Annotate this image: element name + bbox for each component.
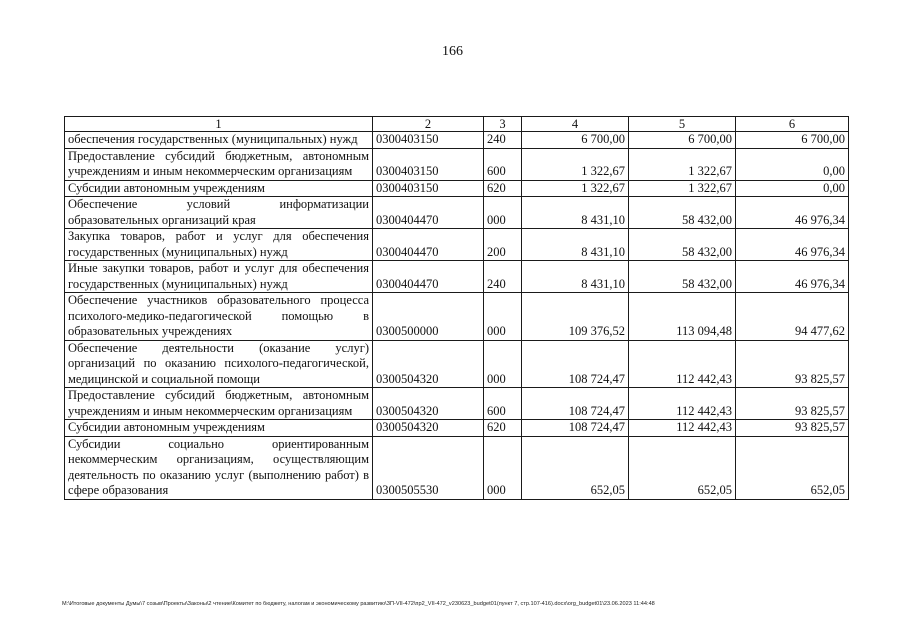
row-code: 0300504320 bbox=[373, 420, 484, 437]
row-code: 0300403150 bbox=[373, 180, 484, 197]
table-row bbox=[65, 148, 849, 180]
row-type: 620 bbox=[484, 180, 522, 197]
row-value-1: 109 376,52 bbox=[522, 293, 629, 341]
row-name: Предоставление субсидий бюджетным, автономным учреждениям и иным некоммерческим организациям bbox=[65, 388, 373, 420]
row-type: 600 bbox=[484, 148, 522, 180]
row-type: 600 bbox=[484, 388, 522, 420]
row-value-1: 1 322,67 bbox=[522, 148, 629, 180]
row-value-3: 94 477,62 bbox=[736, 293, 849, 341]
row-code: 0300403150 bbox=[373, 132, 484, 149]
column-header-6: 6 bbox=[736, 117, 849, 132]
row-code: 0300504320 bbox=[373, 388, 484, 420]
row-value-3: 46 976,34 bbox=[736, 261, 849, 293]
row-code: 0300500000 bbox=[373, 293, 484, 341]
row-value-2: 58 432,00 bbox=[629, 229, 736, 261]
row-value-2: 652,05 bbox=[629, 436, 736, 499]
page-number: 166 bbox=[442, 44, 463, 59]
row-value-2: 58 432,00 bbox=[629, 197, 736, 229]
row-type: 200 bbox=[484, 229, 522, 261]
column-header-2: 2 bbox=[373, 117, 484, 132]
document-file-path: М:\Итоговые документы Думы\7 созыв\Проекты\Законы\2 чтение\Комитет по бюджету, налогам и экономическому развитию\ЗП-VII-472\пр2_VII-472_v230623_budget01(пункт 7, стр.107-416).docx\org_budget01\23.06.2023 11:44:48 bbox=[62, 601, 655, 607]
row-code: 0300504320 bbox=[373, 340, 484, 388]
row-value-2: 112 442,43 bbox=[629, 420, 736, 437]
row-type: 000 bbox=[484, 436, 522, 499]
table-row bbox=[65, 293, 849, 341]
column-header-1: 1 bbox=[65, 117, 373, 132]
column-header-5: 5 bbox=[629, 117, 736, 132]
row-value-3: 93 825,57 bbox=[736, 388, 849, 420]
row-value-2: 1 322,67 bbox=[629, 180, 736, 197]
budget-table bbox=[64, 116, 849, 500]
row-value-1: 6 700,00 bbox=[522, 132, 629, 149]
row-name: Иные закупки товаров, работ и услуг для обеспечения государственных (муниципальных) нужд bbox=[65, 261, 373, 293]
row-name: Предоставление субсидий бюджетным, автономным учреждениям и иным некоммерческим организациям bbox=[65, 148, 373, 180]
row-value-3: 93 825,57 bbox=[736, 340, 849, 388]
row-value-2: 112 442,43 bbox=[629, 340, 736, 388]
row-value-2: 58 432,00 bbox=[629, 261, 736, 293]
row-value-1: 652,05 bbox=[522, 436, 629, 499]
row-name: Субсидии социально ориентированным некоммерческим организациям, осуществляющим деятельность по оказанию услуг (выполнению работ) в сфере образования bbox=[65, 436, 373, 499]
table-row bbox=[65, 388, 849, 420]
row-value-1: 1 322,67 bbox=[522, 180, 629, 197]
row-value-3: 0,00 bbox=[736, 148, 849, 180]
row-type: 240 bbox=[484, 261, 522, 293]
row-type: 000 bbox=[484, 340, 522, 388]
row-value-1: 108 724,47 bbox=[522, 388, 629, 420]
row-value-2: 113 094,48 bbox=[629, 293, 736, 341]
table-row bbox=[65, 436, 849, 499]
row-name: Обеспечение деятельности (оказание услуг) организаций по оказанию психолого-педагогической, медицинской и социальной помощи bbox=[65, 340, 373, 388]
row-type: 240 bbox=[484, 132, 522, 149]
row-value-2: 6 700,00 bbox=[629, 132, 736, 149]
table-row bbox=[65, 340, 849, 388]
row-name: Обеспечение участников образовательного процесса психолого-медико-педагогической помощью в образовательных учреждениях bbox=[65, 293, 373, 341]
row-name: обеспечения государственных (муниципальных) нужд bbox=[65, 132, 373, 149]
row-code: 0300404470 bbox=[373, 261, 484, 293]
row-name: Закупка товаров, работ и услуг для обеспечения государственных (муниципальных) нужд bbox=[65, 229, 373, 261]
row-type: 620 bbox=[484, 420, 522, 437]
row-code: 0300505530 bbox=[373, 436, 484, 499]
row-value-2: 1 322,67 bbox=[629, 148, 736, 180]
table-row bbox=[65, 132, 849, 149]
row-value-1: 108 724,47 bbox=[522, 420, 629, 437]
row-value-3: 46 976,34 bbox=[736, 197, 849, 229]
row-type: 000 bbox=[484, 197, 522, 229]
column-header-4: 4 bbox=[522, 117, 629, 132]
row-value-3: 0,00 bbox=[736, 180, 849, 197]
table-row bbox=[65, 180, 849, 197]
row-value-2: 112 442,43 bbox=[629, 388, 736, 420]
row-value-1: 8 431,10 bbox=[522, 261, 629, 293]
row-type: 000 bbox=[484, 293, 522, 341]
row-value-3: 6 700,00 bbox=[736, 132, 849, 149]
row-value-3: 652,05 bbox=[736, 436, 849, 499]
row-value-1: 8 431,10 bbox=[522, 229, 629, 261]
row-code: 0300404470 bbox=[373, 229, 484, 261]
table-header-row bbox=[65, 117, 849, 132]
row-name: Субсидии автономным учреждениям bbox=[65, 180, 373, 197]
column-header-3: 3 bbox=[484, 117, 522, 132]
row-code: 0300403150 bbox=[373, 148, 484, 180]
row-value-1: 108 724,47 bbox=[522, 340, 629, 388]
row-code: 0300404470 bbox=[373, 197, 484, 229]
row-value-3: 93 825,57 bbox=[736, 420, 849, 437]
row-name: Субсидии автономным учреждениям bbox=[65, 420, 373, 437]
row-name: Обеспечение условий информатизации образовательных организаций края bbox=[65, 197, 373, 229]
table-row bbox=[65, 229, 849, 261]
row-value-1: 8 431,10 bbox=[522, 197, 629, 229]
table-row bbox=[65, 197, 849, 229]
table-row bbox=[65, 261, 849, 293]
table-row bbox=[65, 420, 849, 437]
row-value-3: 46 976,34 bbox=[736, 229, 849, 261]
